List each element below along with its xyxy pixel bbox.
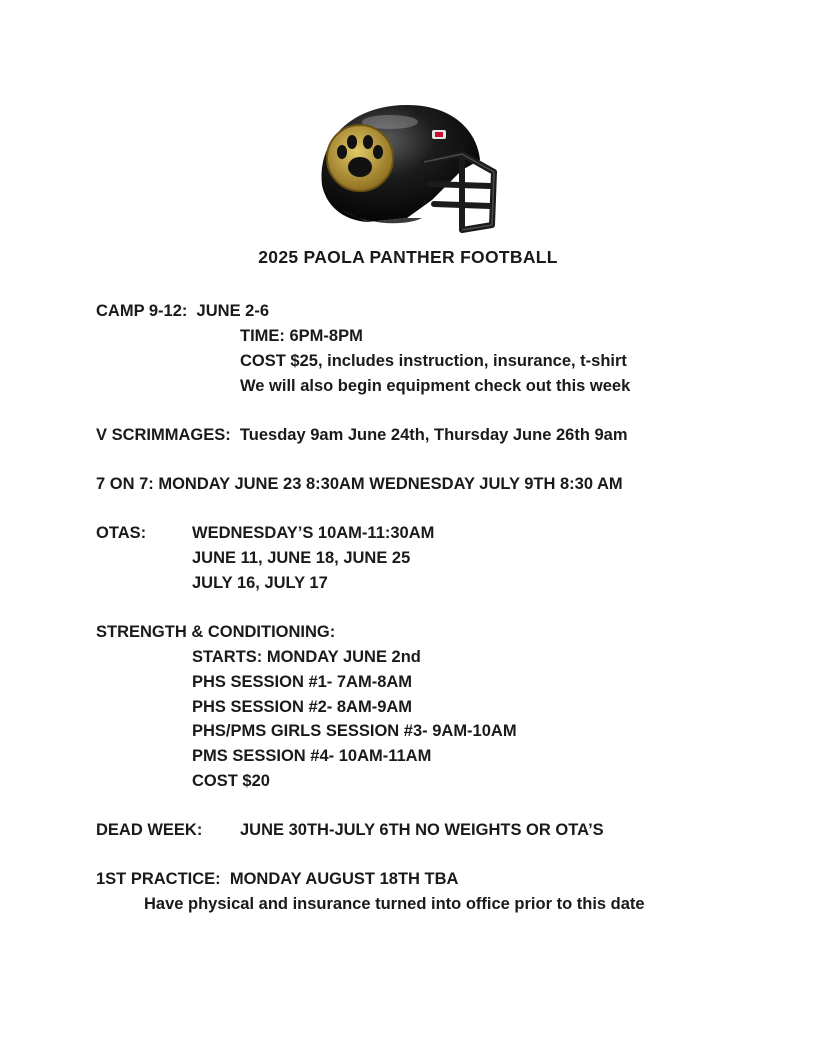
strength-line: STARTS: MONDAY JUNE 2nd bbox=[192, 648, 421, 666]
camp-time: TIME: 6PM-8PM bbox=[240, 327, 363, 345]
strength-line: COST $20 bbox=[192, 772, 270, 790]
strength-label: STRENGTH & CONDITIONING: bbox=[96, 623, 336, 641]
camp-cost: COST $25, includes instruction, insurance, t-shirt bbox=[240, 352, 627, 370]
dead-week-text: JUNE 30TH-JULY 6TH NO WEIGHTS OR OTA’S bbox=[240, 821, 604, 839]
strength-line: PHS/PMS GIRLS SESSION #3- 9AM-10AM bbox=[192, 722, 517, 740]
camp-note: We will also begin equipment check out this week bbox=[240, 377, 631, 395]
seven-on-seven-line: 7 ON 7: MONDAY JUNE 23 8:30AM WEDNESDAY JULY 9TH 8:30 AM bbox=[96, 475, 623, 493]
scrimmages-line: V SCRIMMAGES: Tuesday 9am June 24th, Thursday June 26th 9am bbox=[96, 426, 628, 444]
first-practice-label: 1ST PRACTICE: MONDAY AUGUST 18TH TBA bbox=[96, 870, 459, 888]
otas-line: JUNE 11, JUNE 18, JUNE 25 bbox=[192, 549, 411, 567]
camp-label: CAMP 9-12: JUNE 2-6 bbox=[96, 302, 270, 320]
otas-line: WEDNESDAY’S 10AM-11:30AM bbox=[192, 524, 435, 542]
strength-line: PHS SESSION #1- 7AM-8AM bbox=[192, 673, 413, 691]
football-helmet-icon bbox=[312, 100, 502, 235]
otas-line: JULY 16, JULY 17 bbox=[192, 574, 328, 592]
strength-line: PMS SESSION #4- 10AM-11AM bbox=[192, 747, 432, 765]
otas-label: OTAS: bbox=[96, 524, 147, 542]
strength-line: PHS SESSION #2- 8AM-9AM bbox=[192, 698, 413, 716]
page-title: 2025 PAOLA PANTHER FOOTBALL bbox=[258, 247, 558, 267]
paw-logo-icon bbox=[327, 125, 393, 191]
first-practice-note: Have physical and insurance turned into office prior to this date bbox=[144, 895, 645, 913]
dead-week-label: DEAD WEEK: bbox=[96, 821, 203, 839]
